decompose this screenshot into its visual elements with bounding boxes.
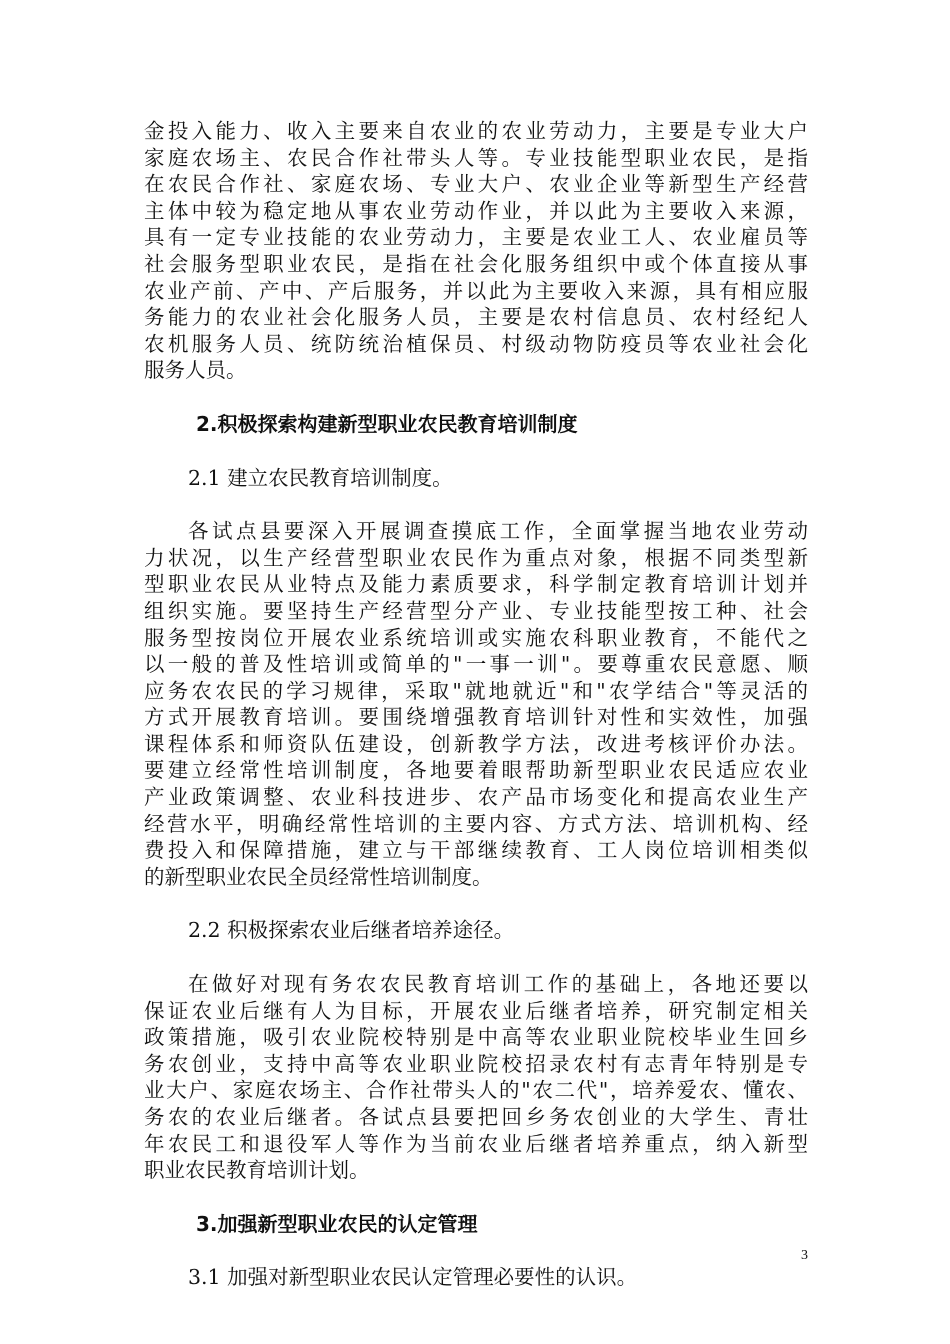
text-line: 业大户、家庭农场主、合作社带头人的"农二代"，培养爱农、懂农、 (144, 1078, 808, 1103)
text-line: 力状况，以生产经营型职业农民作为重点对象，根据不同类型新 (144, 545, 808, 570)
subsection-heading-3-1: 3.1 加强对新型职业农民认定管理必要性的认识。 (188, 1265, 638, 1290)
text-line: 经营水平，明确经常性培训的主要内容、方式方法、培训机构、经 (144, 811, 808, 836)
text-line: 型职业农民从业特点及能力素质要求，科学制定教育培训计划并 (144, 572, 808, 597)
text-line: 以一般的普及性培训或简单的"一事一训"。要尊重农民意愿、顺 (144, 652, 808, 677)
text-line: 在农民合作社、家庭农场、专业大户、农业企业等新型生产经营 (144, 172, 808, 197)
text-line: 服务人员。 (144, 358, 247, 383)
text-line: 的新型职业农民全员经常性培训制度。 (144, 864, 493, 889)
text-line: 费投入和保障措施，建立与干部继续教育、工人岗位培训相类似 (144, 838, 808, 863)
text-line: 金投入能力、收入主要来自农业的农业劳动力，主要是专业大户 (144, 119, 808, 143)
section-heading-2: 2.积极探索构建新型职业农民教育培训制度 (196, 411, 578, 436)
text-line: 农业产前、产中、产后服务，并以此为主要收入来源，具有相应服 (144, 278, 808, 303)
text-line: 务农的农业后继者。各试点县要把回乡务农创业的大学生、青壮 (144, 1105, 808, 1129)
subsection-heading-2-2: 2.2 积极探索农业后继者培养途径。 (188, 918, 515, 943)
paragraph-continued (144, 118, 808, 384)
section-heading-3: 3.加强新型职业农民的认定管理 (196, 1211, 478, 1236)
subsection-heading-2-1: 2.1 建立农民教育培训制度。 (188, 465, 453, 490)
text-line: 组织实施。要坚持生产经营型分产业、专业技能型按工种、社会 (144, 598, 808, 623)
text-line: 农机服务人员、统防统治植保员、村级动物防疫员等农业社会化 (144, 331, 808, 356)
paragraph-successor-training (144, 971, 808, 1184)
text-line: 主体中较为稳定地从事农业劳动作业，并以此为主要收入来源， (144, 198, 808, 223)
text-line: 家庭农场主、农民合作社带头人等。专业技能型职业农民，是指 (144, 145, 808, 170)
text-line: 具有一定专业技能的农业劳动力，主要是农业工人、农业雇员等 (144, 225, 808, 250)
text-line: 产业政策调整、农业科技进步、农产品市场变化和提高农业生产 (144, 785, 808, 810)
text-line: 课程体系和师资队伍建设，创新教学方法，改进考核评价办法。 (144, 731, 808, 756)
paragraph-training-system (144, 518, 808, 890)
text-line: 政策措施，吸引农业院校特别是中高等农业职业院校毕业生回乡 (144, 1025, 808, 1050)
text-line: 务能力的农业社会化服务人员，主要是农村信息员、农村经纪人 (144, 305, 808, 330)
text-line: 要建立经常性培训制度，各地要着眼帮助新型职业农民适应农业 (144, 758, 808, 783)
page-number: 3 (801, 1248, 808, 1263)
text-line: 务农创业，支持中高等农业职业院校招录农村有志青年特别是专 (144, 1051, 808, 1076)
text-line: 保证农业后继有人为目标，开展农业后继者培养，研究制定相关 (144, 998, 808, 1023)
text-line: 职业农民教育培训计划。 (144, 1158, 370, 1183)
document-body (144, 118, 808, 1291)
text-line: 在做好对现有务农农民教育培训工作的基础上，各地还要以 (188, 972, 808, 997)
text-line: 应务农农民的学习规律，采取"就地就近"和"农学结合"等灵活的 (144, 678, 808, 703)
text-line: 社会服务型职业农民，是指在社会化服务组织中或个体直接从事 (144, 251, 808, 276)
text-line: 方式开展教育培训。要围绕增强教育培训针对性和实效性，加强 (144, 705, 808, 730)
text-line: 服务型按岗位开展农业系统培训或实施农科职业教育，不能代之 (144, 625, 808, 650)
text-line: 年农民工和退役军人等作为当前农业后继者培养重点，纳入新型 (144, 1131, 808, 1156)
text-line: 各试点县要深入开展调查摸底工作，全面掌握当地农业劳动 (188, 519, 808, 544)
